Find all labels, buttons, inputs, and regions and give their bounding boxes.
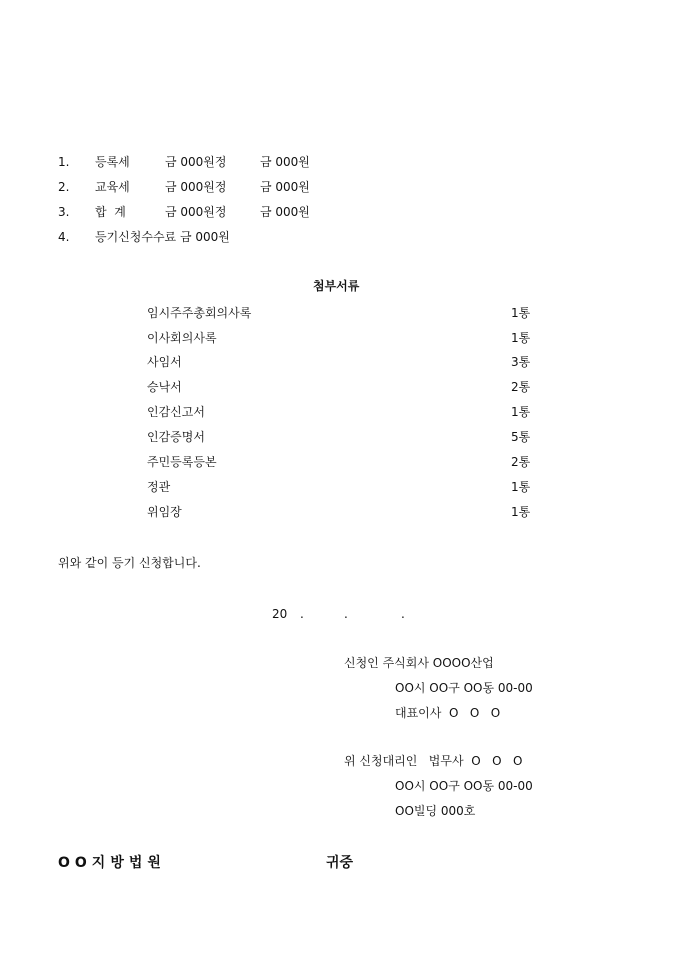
fee-amount: 금 000원정 bbox=[165, 155, 227, 169]
fee-amount-total: 금 000원 bbox=[260, 155, 310, 169]
fee-label: 등기신청수수료 금 000원 bbox=[95, 230, 230, 244]
fee-row bbox=[0, 230, 680, 246]
application-statement: 위와 같이 등기 신청합니다. bbox=[58, 556, 201, 570]
attachment-row bbox=[0, 505, 680, 521]
attachment-count: 3통 bbox=[511, 355, 531, 369]
attachment-name: 이사회의사록 bbox=[147, 331, 217, 345]
attachment-count: 1통 bbox=[511, 505, 531, 519]
date-separator: . bbox=[401, 607, 405, 621]
fee-amount: 금 000원정 bbox=[165, 205, 227, 219]
attachment-count: 5통 bbox=[511, 430, 531, 444]
attachment-row bbox=[0, 380, 680, 396]
date-year: 20 bbox=[272, 607, 288, 621]
attachment-count: 1통 bbox=[511, 306, 531, 320]
agent-address: OO시 OO구 OO동 00-00 bbox=[395, 779, 533, 793]
attachment-name: 위임장 bbox=[147, 505, 182, 519]
attachment-row bbox=[0, 405, 680, 421]
attachment-name: 임시주주총회의사록 bbox=[147, 306, 252, 320]
court-name: OO지방법원 bbox=[58, 855, 166, 871]
attachment-count: 1통 bbox=[511, 405, 531, 419]
agent-building: OO빌딩 000호 bbox=[395, 804, 476, 818]
fee-label: 합 계 bbox=[95, 205, 126, 219]
attachment-name: 주민등록등본 bbox=[147, 455, 217, 469]
attachment-name: 인감증명서 bbox=[147, 430, 205, 444]
attachment-row bbox=[0, 430, 680, 446]
fee-amount: 금 000원정 bbox=[165, 180, 227, 194]
fee-number: 3. bbox=[58, 205, 70, 219]
attachment-row bbox=[0, 306, 680, 322]
fee-row bbox=[0, 180, 680, 196]
applicant-name: 신청인 주식회사 OOOO산업 bbox=[344, 656, 494, 670]
attachments-title: 첨부서류 bbox=[313, 279, 360, 293]
fee-amount-total: 금 000원 bbox=[260, 180, 310, 194]
attachment-count: 2통 bbox=[511, 455, 531, 469]
attachment-name: 승낙서 bbox=[147, 380, 182, 394]
fee-label: 등록세 bbox=[95, 155, 130, 169]
recipient-honorific: 귀중 bbox=[326, 855, 354, 871]
fee-row bbox=[0, 205, 680, 221]
date-separator: . bbox=[344, 607, 348, 621]
fee-amount-total: 금 000원 bbox=[260, 205, 310, 219]
attachment-name: 사임서 bbox=[147, 355, 182, 369]
agent-name: 위 신청대리인 법무사 O O O bbox=[344, 754, 523, 768]
applicant-representative: 대표이사 O O O bbox=[395, 706, 501, 720]
fee-number: 4. bbox=[58, 230, 70, 244]
attachment-count: 2통 bbox=[511, 380, 531, 394]
attachment-name: 인감신고서 bbox=[147, 405, 205, 419]
date-separator: . bbox=[300, 607, 304, 621]
attachment-row bbox=[0, 355, 680, 371]
fee-row bbox=[0, 155, 680, 171]
fee-number: 2. bbox=[58, 180, 70, 194]
attachment-row bbox=[0, 331, 680, 347]
attachment-row bbox=[0, 480, 680, 496]
attachment-count: 1통 bbox=[511, 331, 531, 345]
fee-number: 1. bbox=[58, 155, 70, 169]
fee-label: 교육세 bbox=[95, 180, 130, 194]
attachment-name: 정관 bbox=[147, 480, 171, 494]
applicant-address: OO시 OO구 OO동 00-00 bbox=[395, 681, 533, 695]
attachment-count: 1통 bbox=[511, 480, 531, 494]
attachment-row bbox=[0, 455, 680, 471]
